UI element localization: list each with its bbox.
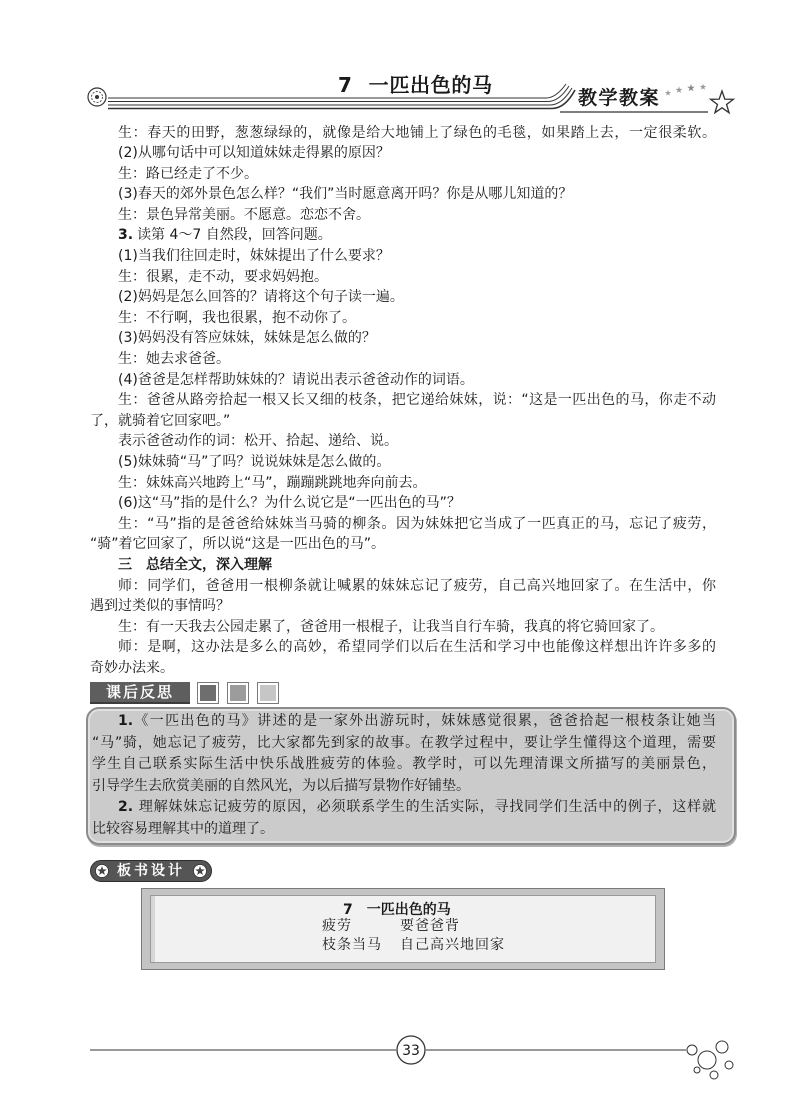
reflection-line: 引导学生去欣赏美丽的自然风光，为以后描写景物作好铺垫。 [92,777,470,794]
star-icon [193,864,207,878]
section-title: 总结全文，深入理解 [146,556,272,573]
star-icon [700,84,706,90]
text-line: (3)春天的郊外景色怎么样？“我们”当时愿意离开吗？你是从哪儿知道的？ [118,186,573,203]
board-row-right: 要爸爸背 [400,918,460,934]
bubbles-icon [687,1041,733,1079]
text-line: 师：是啊，这办法是多么的高妙，希望同学们以后在生活和学习中也能像这样想出许许多多的 [118,639,716,656]
lesson-title: 一匹出色的马 [368,73,493,97]
item-number: 1. [118,713,134,729]
section-number: 三 [118,556,132,573]
reflection-line: “马”骑，她忘记了疲劳，比大家都先到家的故事。在教学过程中，要让学生懂得这个道理，需要 [92,734,716,751]
reflection-label: 课后反思 [90,682,190,704]
reflection-line: 学生自己联系实际生活中快乐战胜疲劳的体验。教学时，可以先理清课文所描写的美丽景色， [92,756,716,772]
text-line: (1)当我们往回走时，妹妹提出了什么要求？ [118,248,390,265]
text-line: (6)这“马”指的是什么？为什么说它是“一匹出色的马”？ [118,495,461,512]
decor-square [197,682,219,704]
reflection-line-text: 理解妹妹忘记疲劳的原因，必须联系学生的生活实际，寻找同学们生活中的例子，这样就 [138,799,716,815]
reflection-text [92,711,716,840]
step-number: 3. [118,227,134,244]
decor-square [257,682,279,704]
item-number: 2. [118,799,134,815]
reflection-line: 比较容易理解其中的道理了。 [92,820,274,837]
text-line: (5)妹妹骑“马”了吗？说说妹妹是怎么做的。 [118,454,391,470]
board-row-left: 疲劳 [322,918,352,934]
series-label: 教学教案 [578,87,661,109]
text-line: 生：妹妹高兴地跨上“马”，蹦蹦跳跳地奔向前去。 [118,474,427,491]
text-line: 生：“马”指的是爸爸给妹妹当马骑的柳条。因为妹妹把它当成了一匹真正的马，忘记了疲劳， [118,515,716,532]
board-label-text: 板书设计 [117,863,185,879]
board-title-text: 一匹出色的马 [366,902,451,918]
decor-square [227,682,249,704]
text-line: 生：景色异常美丽。不愿意。恋恋不舍。 [118,206,370,223]
page-number: 33 [402,1043,420,1059]
board-label [90,860,212,882]
lesson-number: 7 [338,73,353,97]
reflection-line-text: 《一匹出色的马》讲述的是一家外出游玩时，妹妹感觉很累，爸爸拾起一根枝条让她当 [133,713,716,729]
header-decoration [0,0,800,125]
star-icon [676,86,683,93]
text-line: (2)妈妈是怎么回答的？请将这个句子读一遍。 [118,289,404,306]
text-line: 生：不行啊，我也很累，抱不动你了。 [118,309,356,326]
star-icon [687,84,695,91]
target-circle-icon [88,88,106,106]
text-line: (4)爸爸是怎样帮助妹妹的？请说出表示爸爸动作的词语。 [118,371,474,388]
step-title: 读第 4～7 自然段，回答问题。 [137,227,332,244]
text-line: 生：路已经走了不少。 [118,165,258,182]
footer [0,1030,800,1090]
star-icon [711,91,734,113]
board-title-number: 7 [343,902,353,918]
text-line: 生：春天的田野，葱葱绿绿的，就像是给大地铺上了绿色的毛毯，如果踏上去，一定很柔软。 [118,124,716,141]
text-line: 生：有一天我去公园走累了，爸爸用一根棍子，让我当自行车骑，我真的将它骑回家了。 [118,618,664,635]
board-row-right: 自己高兴地回家 [400,937,505,953]
text-line: 遇到过类似的事情吗？ [90,598,230,615]
section-heading [90,555,716,576]
text-line: (2)从哪句话中可以知道妹妹走得累的原因？ [118,145,390,162]
board-row-left: 枝条当马 [322,937,382,953]
text-line: (3)妈妈没有答应妹妹，妹妹是怎么做的？ [118,330,376,347]
page-title [338,72,493,98]
text-line: 生：她去求爸爸。 [118,351,230,368]
text-line: 奇妙办法来。 [90,659,174,676]
text-line: 表示爸爸动作的词：松开、拾起、递给、说。 [118,433,398,450]
text-line: 生：很累，走不动，要求妈妈抱。 [118,268,328,285]
text-line: 师：同学们，爸爸用一根柳条就让喊累的妹妹忘记了疲劳，自己高兴地回家了。在生活中，你 [118,577,716,594]
lesson-body [90,123,716,679]
text-line: “骑”着它回家了，所以说“这是一匹出色的马”。 [90,536,386,553]
star-icon [665,90,671,96]
step-heading [90,225,716,246]
text-line: 生：爸爸从路旁拾起一根又长又细的枝条，把它递给妹妹，说：“这是一匹出色的马，你走不动 [118,392,716,409]
text-line: 了，就骑着它回家吧。” [90,412,231,429]
reflection-line [92,797,716,819]
reflection-line [92,711,716,733]
